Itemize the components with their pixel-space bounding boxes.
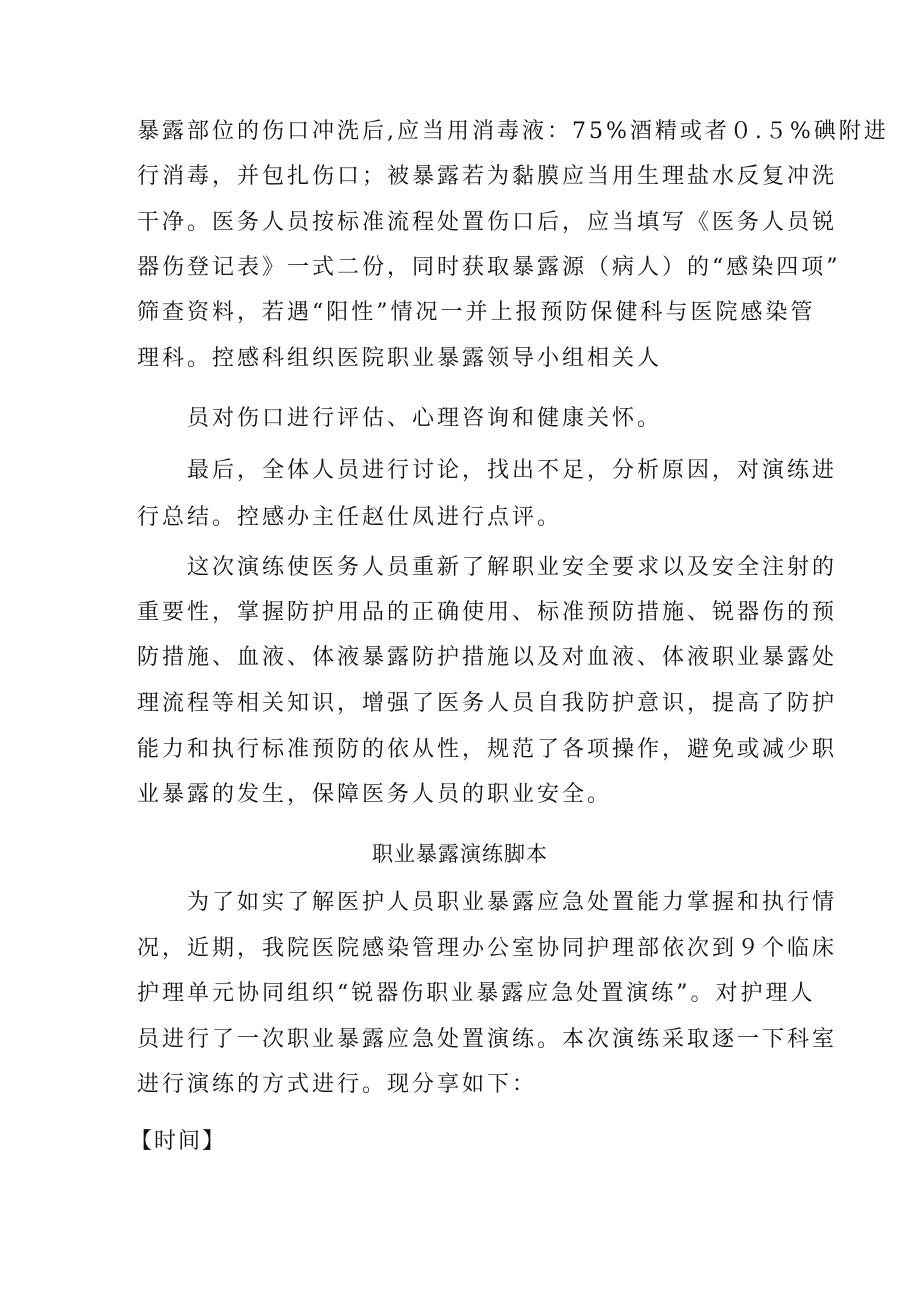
paragraph-line: 能力和执行标准预防的依从性，规范了各项操作，避免或减少职: [137, 737, 838, 762]
paragraph-line: 员进行了一次职业暴露应急处置演练。本次演练采取逐一下科室: [137, 1027, 838, 1052]
paragraph-line: 业暴露的发生，保障医务人员的职业安全。: [137, 782, 613, 807]
paragraph-line: 重要性，掌握防护用品的正确使用、标准预防措施、锐器伤的预: [137, 600, 838, 625]
paragraph-line: 况，近期，我院医院感染管理办公室协同护理部依次到９个临床: [137, 936, 838, 961]
paragraph-line: 器伤登记表》一式二份，同时获取暴露源（病人）的“感染四项”: [137, 255, 841, 280]
paragraph-line: 筛查资料，若遇“阳性”情况一并上报预防保健科与医院感染管: [137, 300, 816, 325]
paragraph-line: 干净。医务人员按标准流程处置伤口后，应当填写《医务人员锐: [137, 210, 838, 235]
paragraph-line: 行消毒，并包扎伤口；被暴露若为黏膜应当用生理盐水反复冲洗: [137, 164, 838, 189]
paragraph-line: 护理单元协同组织“锐器伤职业暴露应急处置演练”。对护理人: [137, 981, 816, 1006]
paragraph-line: 理流程等相关知识，增强了医务人员自我防护意识，提高了防护: [137, 691, 838, 716]
section-title: 职业暴露演练脚本: [372, 842, 548, 866]
paragraph-line: 暴露部位的伤口冲洗后,应当用消毒液：75%酒精或者０.５%碘附进: [137, 119, 889, 144]
paragraph-line: 最后，全体人员进行讨论，找出不足，分析原因，对演练进: [187, 458, 838, 483]
paragraph-line: 行总结。控感办主任赵仕凤进行点评。: [137, 505, 563, 530]
paragraph-line: 进行演练的方式进行。现分享如下：: [137, 1072, 538, 1097]
paragraph-line: 为了如实了解医护人员职业暴露应急处置能力掌握和执行情: [187, 890, 838, 915]
paragraph-line: 这次演练使医务人员重新了解职业安全要求以及安全注射的: [187, 555, 838, 580]
subheading-time: 【时间】: [130, 1129, 227, 1154]
paragraph-line: 理科。控感科组织医院职业暴露领导小组相关人: [137, 346, 663, 371]
paragraph-line: 防措施、血液、体液暴露防护措施以及对血液、体液职业暴露处: [137, 645, 838, 670]
paragraph-line: 员对伤口进行评估、心理咨询和健康关怀。: [187, 406, 663, 431]
